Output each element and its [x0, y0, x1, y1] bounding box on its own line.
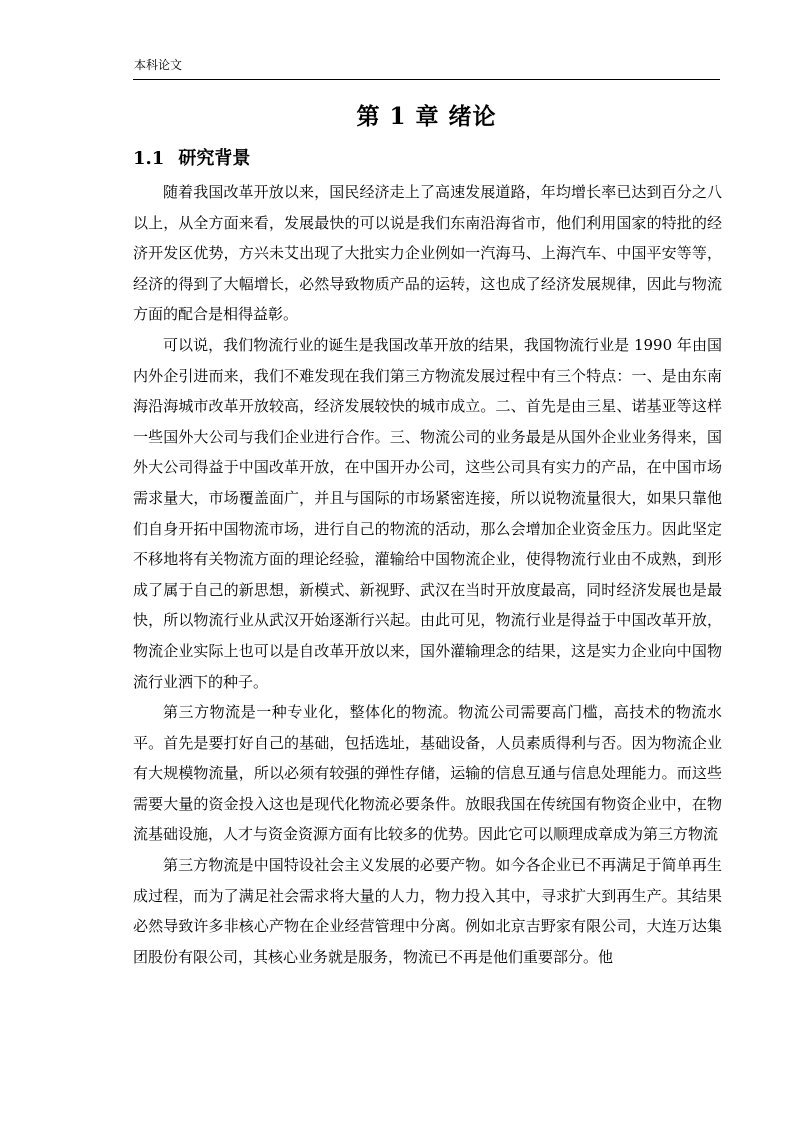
section-title: 研究背景 — [178, 148, 251, 169]
running-header: 本科论文 — [134, 58, 183, 72]
section-heading — [133, 145, 250, 173]
paragraph-2: 可以说，我们物流行业的诞生是我国改革开放的结果，我国物流行业是 1990 年由国内外企引进而来，我们不难发现在我们第三方物流发展过程中有三个特点：一、是由东南海沿海城市改革开放较高，经济发展较快的城市成立。二、首先是由三星、诺基亚等这样一些国外大公司与我们企业进行合作。三、物流公司的业务最是从国外企业业务得来，国外大公司得益于中国改革开放，在中国开办公司，这些公司具有实力的产品，在中国市场需求量大，市场覆盖面广，并且与国际的市场紧密连接，所以说物流量很大，如果只靠他们自身开拓中国物流市场，进行自己的物流的活动，那么会增加企业资金压力。因此坚定不移地将有关物流方面的理论经验，灌输给中国物流企业，使得物流行业由不成熟，到形成了属于自己的新思想，新模式、新视野、武汉在当时开放度最高，同时经济发展也是最快，所以物流行业从武汉开始逐渐行兴起。由此可见，物流行业是得益于中国改革开放，物流企业实际上也可以是自改革开放以来，国外灌输理念的结果，这是实力企业向中国物流行业洒下的种子。 — [133, 335, 722, 691]
body-text — [133, 177, 722, 972]
chapter-title: 第 1 章 绪论 — [356, 103, 497, 130]
paragraph-4: 第三方物流是中国特设社会主义发展的必要产物。如今各企业已不再满足于简单再生成过程，而为了满足社会需求将大量的人力，物力投入其中，寻求扩大到再生产。其结果必然导致许多非核心产物在企业经营管理中分离。例如北京吉野家有限公司，大连万达集团股份有限公司，其核心业务就是服务，物流已不再是他们重要部分。他 — [133, 856, 722, 966]
section-number: 1.1 — [133, 148, 165, 169]
header-divider — [133, 79, 720, 80]
paragraph-3: 第三方物流是一种专业化，整体化的物流。物流公司需要高门槛，高技术的物流水平。首先是要打好自己的基础，包括选址，基础设备，人员素质得利与否。因为物流企业有大规模物流量，所以必须有较强的弹性存储，运输的信息互通与信息处理能力。而这些需要大量的资金投入这也是现代化物流必要条件。放眼我国在传统国有物资企业中，在物流基础设施，人才与资金资源方面有比较多的优势。因此它可以顺理成章成为第三方物流 — [133, 703, 722, 844]
paragraph-1: 随着我国改革开放以来，国民经济走上了高速发展道路，年均增长率已达到百分之八以上，从全方面来看，发展最快的可以说是我们东南沿海省市，他们利用国家的特批的经济开发区优势，方兴未艾出现了大批实力企业例如一汽海马、上海汽车、中国平安等等，经济的得到了大幅增长，必然导致物质产品的运转，这也成了经济发展规律，因此与物流方面的配合是相得益彰。 — [133, 183, 722, 324]
